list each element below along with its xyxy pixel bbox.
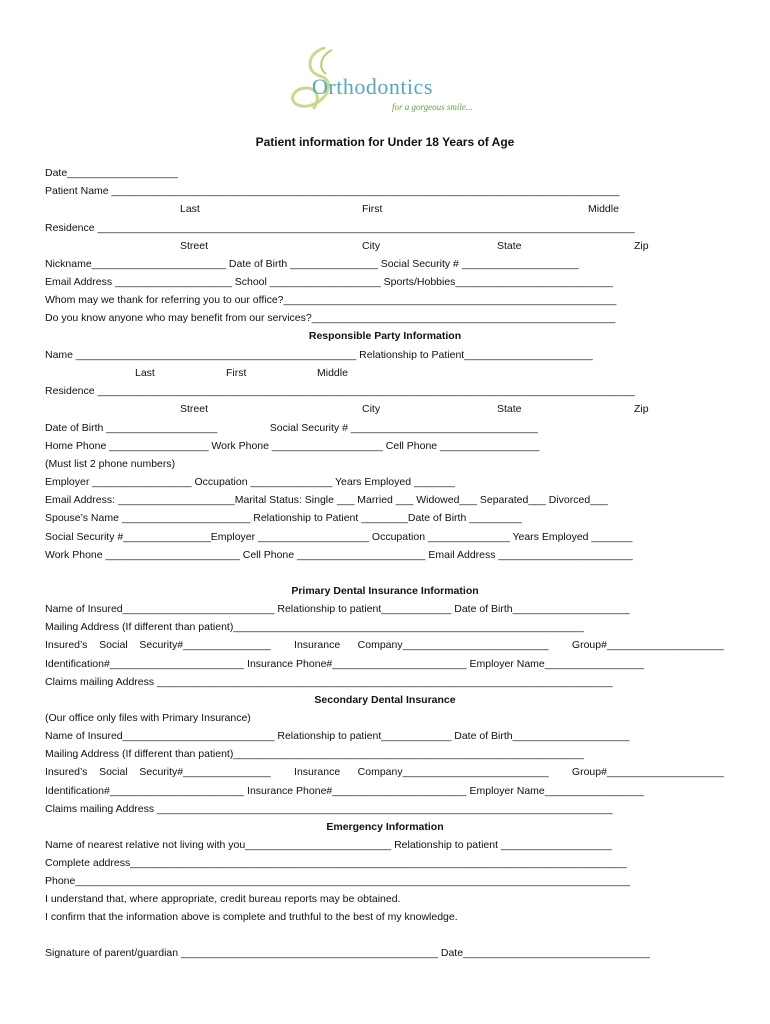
date-field[interactable]: Date___________________ bbox=[45, 167, 179, 179]
resp-employer-field[interactable]: Employer _________________ Occupation ______________ Years Employed _______ bbox=[45, 476, 455, 488]
logo-wordmark: Orthodontics bbox=[312, 74, 433, 99]
secondary-heading: Secondary Dental Insurance bbox=[314, 694, 456, 706]
emergency-address-field[interactable]: Complete address_____________________________________________________________________________________ bbox=[45, 857, 627, 869]
residence-field[interactable]: Residence ____________________________________________________________________________________________ bbox=[45, 222, 635, 234]
city-label: City bbox=[362, 240, 381, 252]
resp-state-label: State bbox=[497, 403, 522, 415]
secondary-ident-field[interactable]: Identification#_______________________ Insurance Phone#_______________________ Employer Name_________________ bbox=[45, 785, 645, 797]
signature-field[interactable]: Signature of parent/guardian ____________________________________________ Date________________________________ bbox=[45, 947, 650, 959]
orthodontics-logo bbox=[284, 44, 494, 116]
resp-phones-field[interactable]: Home Phone _________________ Work Phone ___________________ Cell Phone _________________ bbox=[45, 440, 540, 452]
middle-label: Middle bbox=[588, 203, 619, 215]
resp-last-label: Last bbox=[135, 367, 155, 379]
secondary-mailing-field[interactable]: Mailing Address (If different than patient)____________________________________________________________ bbox=[45, 748, 584, 760]
phones-note: (Must list 2 phone numbers) bbox=[45, 458, 176, 470]
confirm-statement: I confirm that the information above is complete and truthful to the best of my knowledge. bbox=[45, 911, 458, 923]
logo-tagline: for a gorgeous smile... bbox=[392, 102, 473, 112]
primary-ident-field[interactable]: Identification#_______________________ Insurance Phone#_______________________ Employer Name_________________ bbox=[45, 658, 645, 670]
resp-city-label: City bbox=[362, 403, 381, 415]
primary-heading: Primary Dental Insurance Information bbox=[291, 585, 479, 597]
patient-name-field[interactable]: Patient Name _______________________________________________________________________________________ bbox=[45, 185, 620, 197]
spouse-name-field[interactable]: Spouse’s Name ______________________ Relationship to Patient ________Date of Birth _________ bbox=[45, 512, 522, 524]
primary-claims-field[interactable]: Claims mailing Address ______________________________________________________________________________ bbox=[45, 676, 613, 688]
responsible-heading: Responsible Party Information bbox=[308, 330, 462, 342]
secondary-ss-field[interactable]: Insured’s Social Security#_______________ Insurance Company_________________________ Group#____________________ bbox=[45, 766, 724, 778]
emergency-relative-field[interactable]: Name of nearest relative not living with you_________________________ Relationship to patient ___________________ bbox=[45, 839, 612, 851]
benefit-field[interactable]: Do you know anyone who may benefit from our services?____________________________________________________ bbox=[45, 312, 616, 324]
spouse-phone-field[interactable]: Work Phone _______________________ Cell Phone ______________________ Email Address _______________________ bbox=[45, 549, 633, 561]
resp-zip-label: Zip bbox=[634, 403, 649, 415]
resp-name-field[interactable]: Name ________________________________________________ Relationship to Patient______________________ bbox=[45, 349, 593, 361]
emergency-heading: Emergency Information bbox=[326, 821, 444, 833]
form-title: Patient information for Under 18 Years of Age bbox=[255, 135, 515, 149]
last-label: Last bbox=[180, 203, 200, 215]
spouse-ss-field[interactable]: Social Security #_______________Employer ___________________ Occupation ______________ Years Employed _______ bbox=[45, 531, 633, 543]
resp-dob-field[interactable]: Date of Birth ___________________ Social Security # ________________________________ bbox=[45, 422, 538, 434]
resp-residence-field[interactable]: Residence ____________________________________________________________________________________________ bbox=[45, 385, 635, 397]
resp-email-marital-field[interactable]: Email Address: ____________________Marital Status: Single ___ Married ___ Widowed___ Separated___ Divorced___ bbox=[45, 494, 608, 506]
referral-field[interactable]: Whom may we thank for referring you to our office?_________________________________________________________ bbox=[45, 294, 617, 306]
resp-street-label: Street bbox=[180, 403, 209, 415]
secondary-claims-field[interactable]: Claims mailing Address ______________________________________________________________________________ bbox=[45, 803, 613, 815]
credit-statement: I understand that, where appropriate, credit bureau reports may be obtained. bbox=[45, 893, 401, 905]
secondary-insured-field[interactable]: Name of Insured__________________________ Relationship to patient____________ Date of Birth____________________ bbox=[45, 730, 630, 742]
street-label: Street bbox=[180, 240, 209, 252]
state-label: State bbox=[497, 240, 522, 252]
zip-label: Zip bbox=[634, 240, 649, 252]
secondary-note: (Our office only files with Primary Insurance) bbox=[45, 712, 251, 724]
resp-first-label: First bbox=[226, 367, 247, 379]
resp-middle-label: Middle bbox=[317, 367, 348, 379]
primary-mailing-field[interactable]: Mailing Address (If different than patient)____________________________________________________________ bbox=[45, 621, 584, 633]
email-school-field[interactable]: Email Address ____________________ School ___________________ Sports/Hobbies___________________________ bbox=[45, 276, 614, 288]
emergency-phone-field[interactable]: Phone_______________________________________________________________________________________________ bbox=[45, 875, 631, 887]
primary-ss-field[interactable]: Insured’s Social Security#_______________ Insurance Company_________________________ Group#____________________ bbox=[45, 639, 724, 651]
first-label: First bbox=[362, 203, 383, 215]
nickname-field[interactable]: Nickname_______________________ Date of Birth _______________ Social Security # ____________________ bbox=[45, 258, 579, 270]
primary-insured-field[interactable]: Name of Insured__________________________ Relationship to patient____________ Date of Birth____________________ bbox=[45, 603, 630, 615]
